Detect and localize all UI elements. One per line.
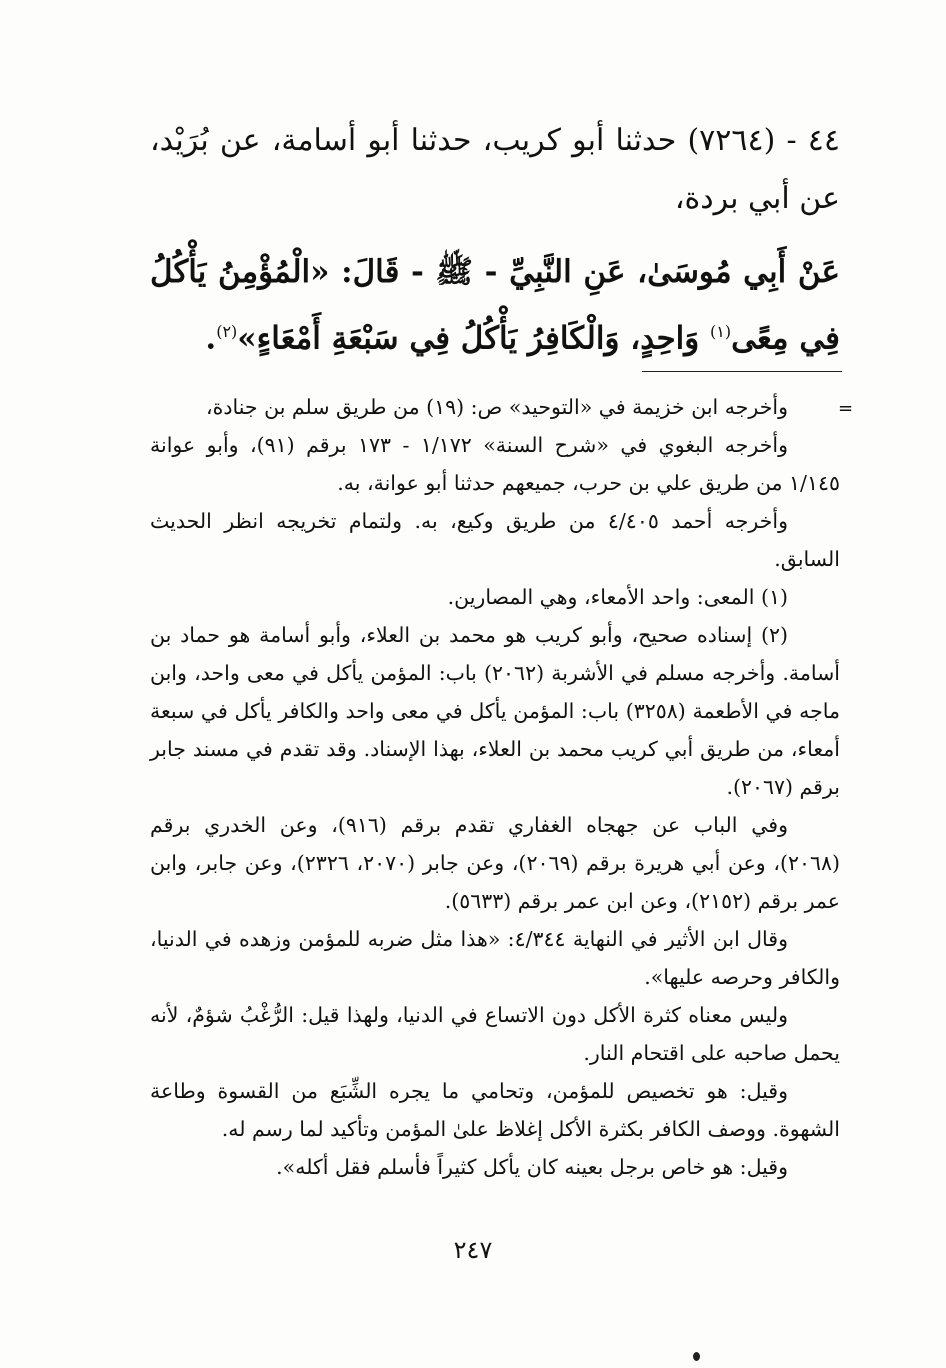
footnote-2: (٢) إسناده صحيح، وأبو كريب هو محمد بن العلاء، وأبو أسامة هو حماد بن أسامة. وأخرجه مسلم في الأشربة (٢٠٦٢) باب: المؤمن يأكل في معى واحد، وابن ماجه في الأطعمة (٣٢٥٨) باب: المؤمن يأكل في معى واحد والكافر يأكل في سبعة أمعاء، من طريق أبي كريب محمد بن العلاء، بهذا الإسناد. وقد تقدم في مسند جابر برقم (٢٠٦٧). — [150, 623, 840, 799]
scan-speck — [693, 1352, 700, 1361]
footnote-paragraph: وقال ابن الأثير في النهاية ٤/٣٤٤: «هذا مثل ضربه للمؤمن وزهده في الدنيا، والكافر وحرصه عليها». — [150, 927, 840, 989]
footnote-paragraph: وقيل: هو خاص برجل بعينه كان يأكل كثيراً فأسلم فقل أكله». — [276, 1155, 788, 1179]
footnotes — [150, 388, 840, 1186]
matn-text-2: وَاحِدٍ، وَالْكَافِرُ يَأْكُلُ فِي سَبْعَةِ أَمْعَاءٍ» — [237, 320, 711, 357]
continuation-marker: = — [838, 398, 854, 419]
hadith-isnad: ٤٤ - (٧٢٦٤) حدثنا أبو كريب، حدثنا أبو أسامة، عن بُرَيْد، عن أبي بردة، — [150, 123, 840, 216]
footnote-paragraph: وقيل: هو تخصيص للمؤمن، وتحامي ما يجره الشِّبَع من القسوة وطاعة الشهوة. ووصف الكافر بكثرة الأكل إغلاظ علىٰ المؤمن وتأكيد لما رسم له. — [150, 1079, 840, 1141]
page-number: ٢٤٧ — [453, 1236, 493, 1264]
footnote-paragraph: وأخرجه البغوي في «شرح السنة» ١/١٧٢ - ١٧٣ برقم (٩١)، وأبو عوانة ١/١٤٥ من طريق علي بن حرب، جميعهم حدثنا أبو عوانة، به. — [150, 433, 840, 495]
footnote-1: (١) المعى: واحد الأمعاء، وهي المصارين. — [447, 585, 788, 609]
matn-end: . — [205, 320, 217, 357]
footnote-paragraph: وفي الباب عن جهجاه الغفاري تقدم برقم (٩١٦)، وعن الخدري برقم (٢٠٦٨)، وعن أبي هريرة برقم (٢٠٦٩)، وعن جابر (٢٠٧٠، ٢٣٢٦)، وعن جابر، وابن عمر برقم (٢١٥٢)، وعن ابن عمر برقم (٥٦٣٣). — [150, 813, 840, 913]
footnote-paragraph: وأخرجه أحمد ٤/٤٠٥ من طريق وكيع، به. ولتمام تخريجه انظر الحديث السابق. — [150, 509, 840, 571]
hadith-matn — [150, 242, 840, 368]
hadith-block — [150, 112, 840, 368]
footnote-ref-1: (١) — [710, 322, 732, 341]
footnote-paragraph: وليس معناه كثرة الأكل دون الاتساع في الدنيا، ولهذا قيل: الرُّغْبُ شؤمٌ، لأنه يحمل صاحبه على اقتحام النار. — [150, 1003, 840, 1065]
footnote-ref-2: (٢) — [216, 322, 238, 341]
footnote-separator — [642, 371, 842, 372]
matn-text-1: عَنْ أَبِي مُوسَىٰ، عَنِ النَّبِيِّ - ﷺ - قَالَ: «الْمُؤْمِنُ يَأْكُلُ فِي مِعًى — [150, 254, 840, 357]
footnote-paragraph: وأخرجه ابن خزيمة في «التوحيد» ص: (١٩) من طريق سلم بن جنادة، — [205, 395, 788, 419]
